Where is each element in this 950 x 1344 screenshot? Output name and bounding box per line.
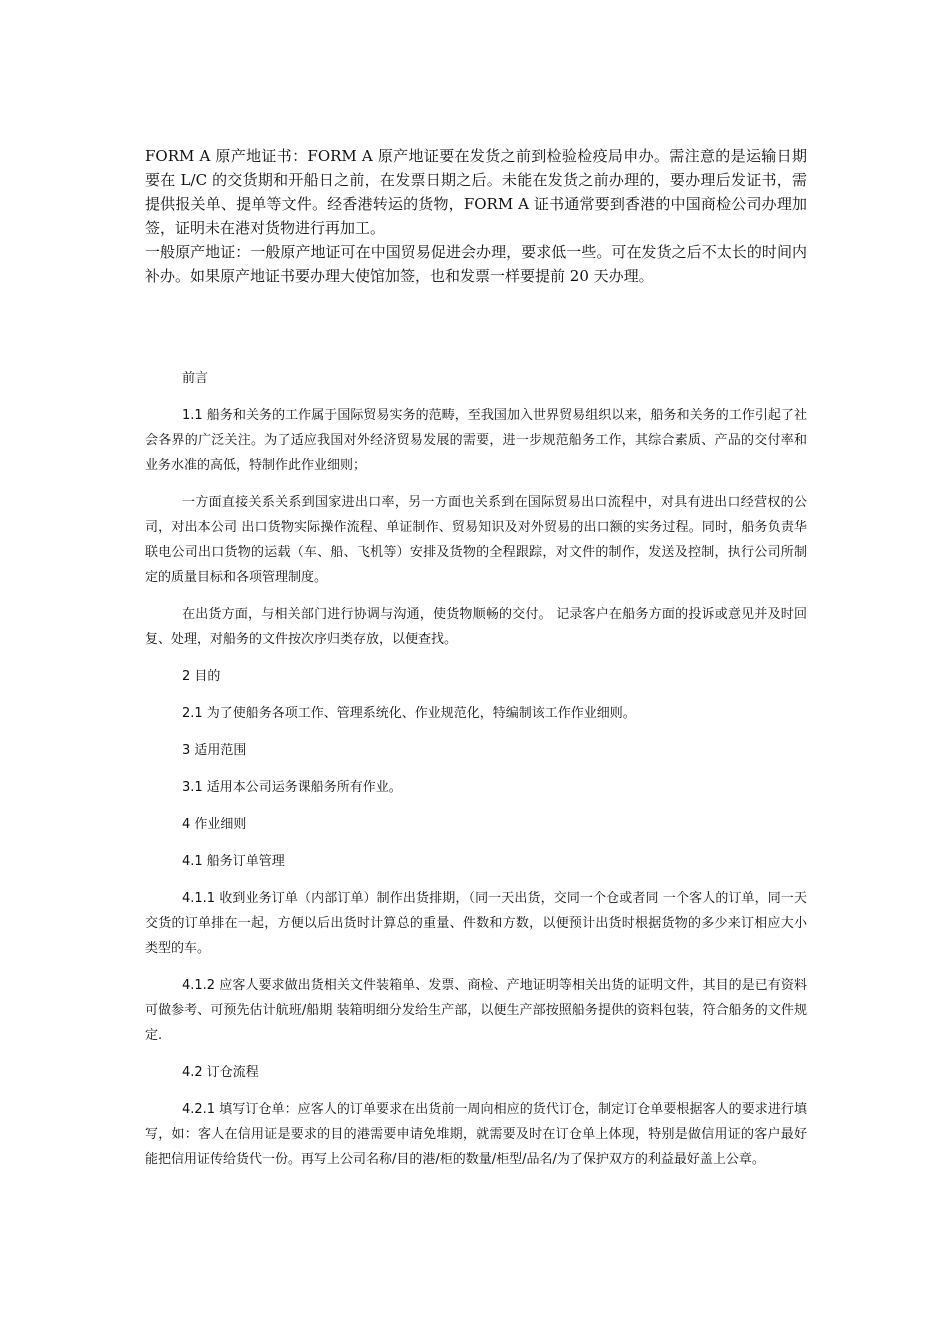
paragraph-4-2-1: 4.2.1 填写订仓单：应客人的订单要求在出货前一周向相应的货代订仓，制定订仓单要根据客人的要求进行填写，如：客人在信用证是要求的目的港需要申请免堆期，就需要及时在订仓单上体现，特别是做信用证的客户最好能把信用证传给货代一份。再写上公司名称/目的港/柜的数量/柜型/品名/为了保护双方的利益最好盖上公章。	[145, 1102, 807, 1167]
paragraph-2-1: 2.1 为了使船务各项工作、管理系统化、作业规范化，特编制该工作作业细则。	[182, 706, 636, 721]
preface-title: 前言	[182, 371, 209, 386]
heading-3-scope: 3 适用范围	[182, 743, 247, 758]
heading-4-rules: 4 作业细则	[182, 817, 247, 832]
heading-4-1: 4.1 船务订单管理	[182, 854, 285, 869]
paragraph-4-1-2: 4.1.2 应客人要求做出货相关文件装箱单、发票、商检、产地证明等相关出货的证明文件，其目的是已有资料可做参考、可预先估计航班/船期 装箱明细分发给生产部，以便生产部按照船务提供的资料包装，符合船务的文件规定.	[145, 978, 807, 1043]
paragraph-one-side: 一方面直接关系关系到国家进出口率，另一方面也关系到在国际贸易出口流程中，对具有进出口经营权的公司，对出本公司 出口货物实际操作流程、单证制作、贸易知识及对外贸易的出口额的实务过程。同时，船务负责华联电公司出口货物的运载（车、船、飞机等）安排及货物的全程跟踪，对文件的制作，发送及控制，执行公司所制定的质量目标和各项管理制度。	[145, 495, 807, 585]
paragraph-1-1: 1.1 船务和关务的工作属于国际贸易实务的范畴，至我国加入世界贸易组织以来，船务和关务的工作引起了社会各界的广泛关注。为了适应我国对外经济贸易发展的需要，进一步规范船务工作，其综合素质、产品的交付率和业务水准的高低，特制作此作业细则；	[145, 408, 807, 473]
origin-certificate-section	[145, 144, 807, 288]
heading-4-2: 4.2 订仓流程	[182, 1065, 259, 1080]
form-a-paragraph: FORM A 原产地证书：FORM A 原产地证要在发货之前到检验检疫局申办。需注意的是运输日期要在 L/C 的交货期和开船日之前，在发票日期之后。未能在发货之前办理的，要办理后发证书，需提供报关单、提单等文件。经香港转运的货物，FORM A 证书通常要到香港的中国商检公司办理加签，证明未在港对货物进行再加工。	[145, 147, 807, 237]
paragraph-3-1: 3.1 适用本公司运务课船务所有作业。	[182, 780, 402, 795]
shipping-work-rules-section	[145, 366, 807, 1184]
heading-2-purpose: 2 目的	[182, 669, 221, 684]
general-origin-paragraph: 一般原产地证：一般原产地证可在中国贸易促进会办理，要求低一些。可在发货之后不太长的时间内补办。如果原产地证书要办理大使馆加签，也和发票一样要提前 20 天办理。	[145, 243, 807, 285]
paragraph-4-1-1: 4.1.1 收到业务订单（内部订单）制作出货排期，（同一天出货，交同一个仓或者同 一个客人的订单，同一天交货的订单排在一起，方便以后出货时计算总的重量、件数和方数，以便预计出货时根据货物的多少来订相应大小类型的车。	[145, 891, 807, 956]
paragraph-shipping: 在出货方面，与相关部门进行协调与沟通，使货物顺畅的交付。 记录客户在船务方面的投诉或意见并及时回复、处理，对船务的文件按次序归类存放，以便查找。	[145, 607, 807, 647]
